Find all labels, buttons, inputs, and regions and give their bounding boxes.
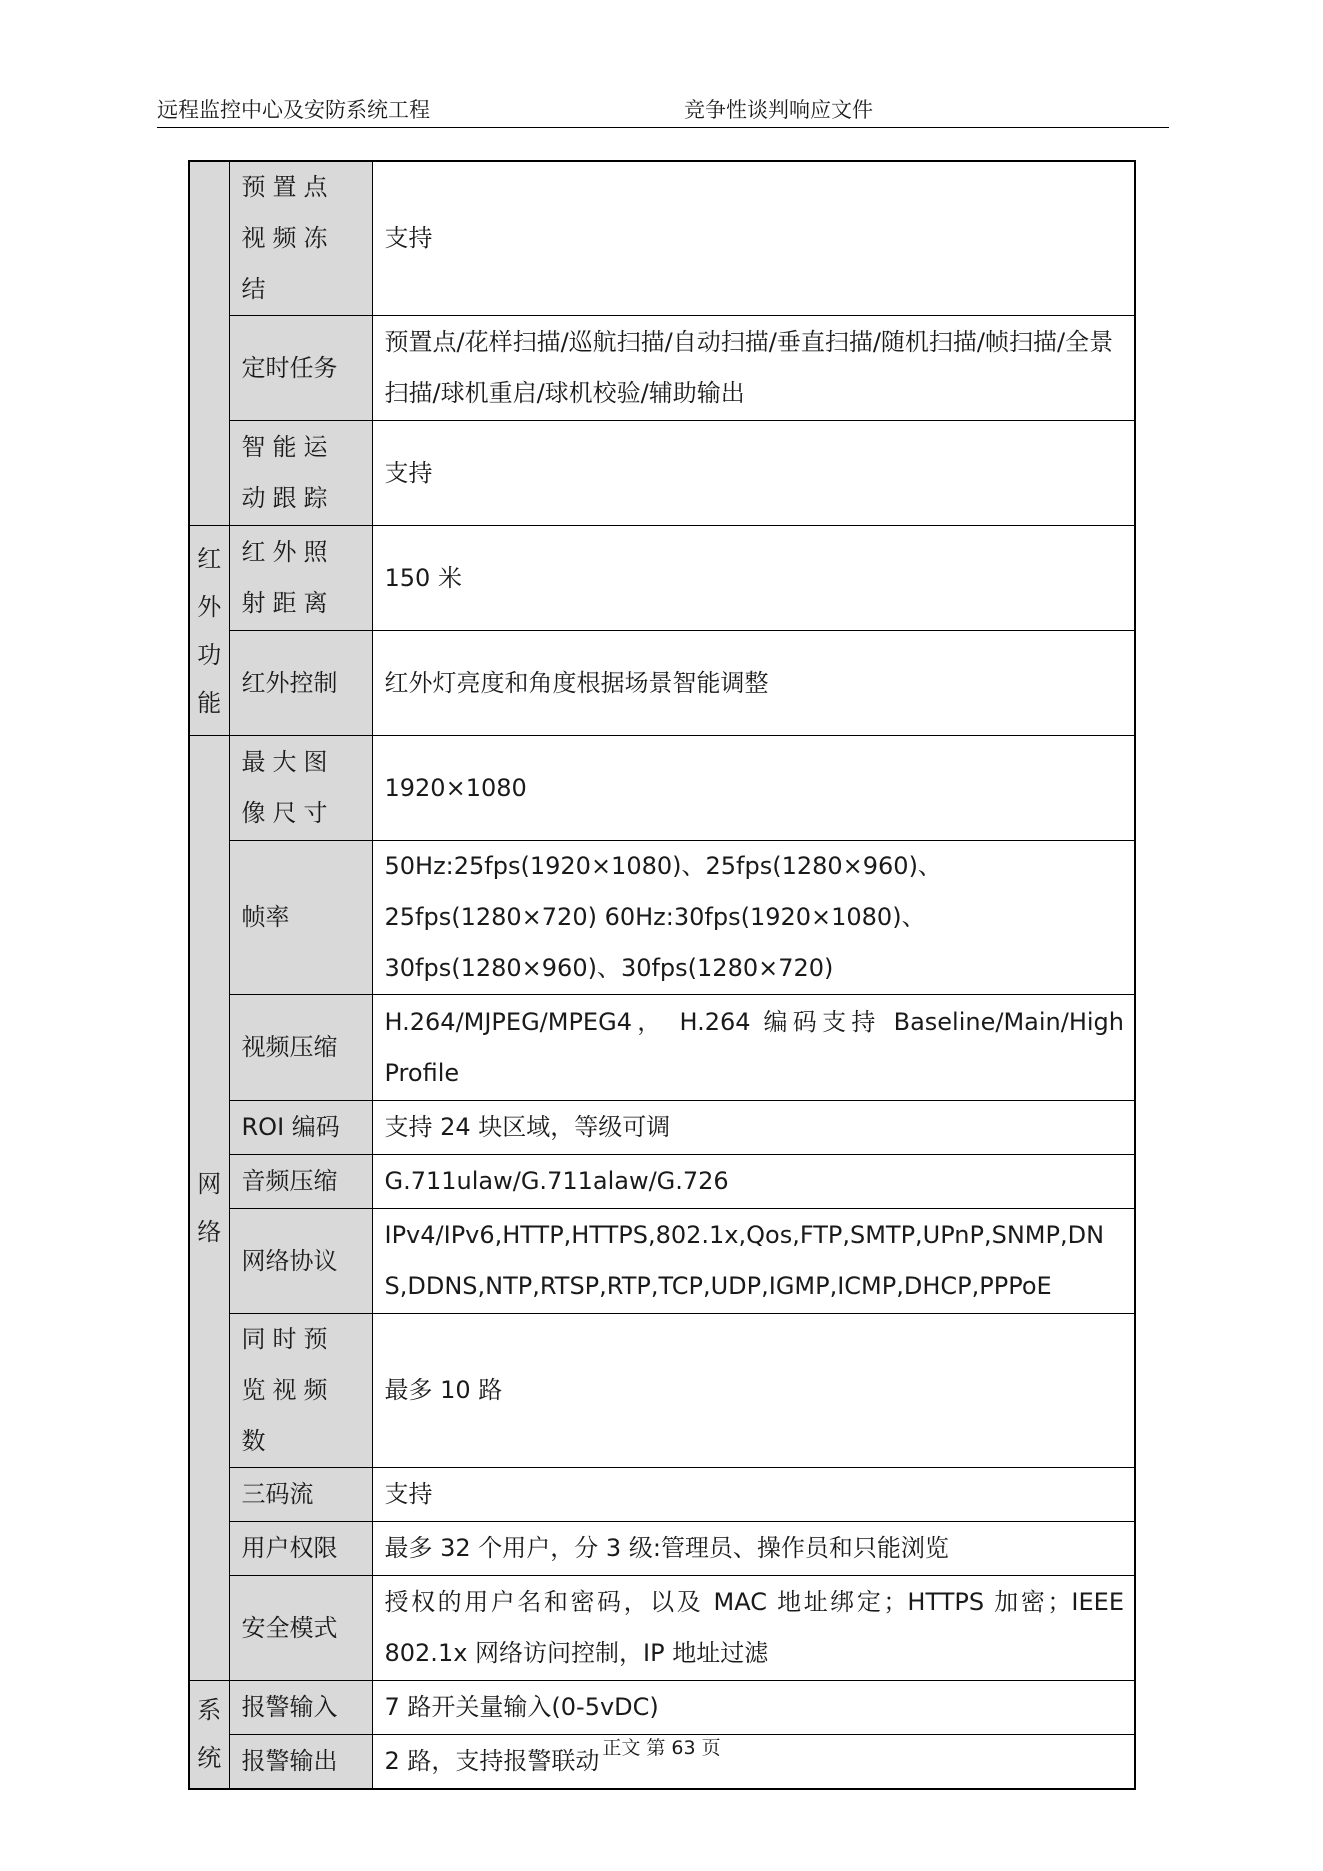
row-label: 定时任务 [229,316,372,421]
row-group-cell: 系统 [189,1681,229,1789]
row-value: 支持 [372,1468,1135,1522]
table-row [189,631,1135,736]
table-row [189,841,1135,995]
row-label: 视频压缩 [229,995,372,1101]
table-row [189,1155,1135,1209]
table-row [189,526,1135,631]
table-row [189,1209,1135,1314]
row-value: 50Hz:25fps(1920×1080)、25fps(1280×960)、25fps(1280×720) 60Hz:30fps(1920×1080)、30fps(1280×960)、30fps(1280×720) [372,841,1135,995]
row-value: 7 路开关量输入(0-5vDC) [372,1681,1135,1735]
row-value: H.264/MJPEG/MPEG4， H.264 编码支持 Baseline/Main/High Profile [372,995,1135,1101]
table-row [189,316,1135,421]
header-document-title: 竞争性谈判响应文件 [684,98,873,122]
row-value: 预置点/花样扫描/巡航扫描/自动扫描/垂直扫描/随机扫描/帧扫描/全景扫描/球机重启/球机校验/辅助输出 [372,316,1135,421]
row-value: 1920×1080 [372,736,1135,841]
table-row [189,995,1135,1101]
row-value: 最多 32 个用户，分 3 级:管理员、操作员和只能浏览 [372,1522,1135,1576]
row-label: 红外照射距离 [229,526,372,631]
row-value: 2 路，支持报警联动 [372,1735,1135,1789]
row-label: 智能运动跟踪 [229,421,372,526]
row-value: 150 米 [372,526,1135,631]
row-label: 音频压缩 [229,1155,372,1209]
row-label: 同时预览视频数 [229,1314,372,1468]
row-value: IPv4/IPv6,HTTP,HTTPS,802.1x,Qos,FTP,SMTP,UPnP,SNMP,DNS,DDNS,NTP,RTSP,RTP,TCP,UDP,IGMP,ICMP,DHCP,PPPoE [372,1209,1135,1314]
row-label: ROI 编码 [229,1101,372,1155]
row-label: 最大图像尺寸 [229,736,372,841]
row-label: 网络协议 [229,1209,372,1314]
table-row [189,421,1135,526]
row-value: 授权的用户名和密码，以及 MAC 地址绑定；HTTPS 加密；IEEE 802.1x 网络访问控制，IP 地址过滤 [372,1576,1135,1681]
header-project-title: 远程监控中心及安防系统工程 [157,98,430,122]
table-row [189,1576,1135,1681]
row-label: 用户权限 [229,1522,372,1576]
table-row [189,161,1135,316]
table-row [189,1101,1135,1155]
row-value: 最多 10 路 [372,1314,1135,1468]
row-value: 支持 24 块区域，等级可调 [372,1101,1135,1155]
table-row [189,1681,1135,1735]
table-row [189,1522,1135,1576]
row-group-cell: 网络 [189,736,229,1681]
page-footer: 正文 第 63 页 [602,1737,721,1759]
row-label: 报警输入 [229,1681,372,1735]
row-label: 三码流 [229,1468,372,1522]
row-label: 红外控制 [229,631,372,736]
row-value: 支持 [372,421,1135,526]
row-label: 安全模式 [229,1576,372,1681]
row-label: 预置点视频冻结 [229,161,372,316]
table-row [189,1314,1135,1468]
page-header [157,95,1169,128]
row-value: 红外灯亮度和角度根据场景智能调整 [372,631,1135,736]
row-label: 帧率 [229,841,372,995]
row-value: G.711ulaw/G.711alaw/G.726 [372,1155,1135,1209]
spec-table [188,160,1136,1790]
row-label: 报警输出 [229,1735,372,1789]
row-value: 支持 [372,161,1135,316]
row-group-cell: 红外功能 [189,526,229,736]
row-group-cell [189,161,229,526]
table-row [189,1468,1135,1522]
table-row [189,736,1135,841]
